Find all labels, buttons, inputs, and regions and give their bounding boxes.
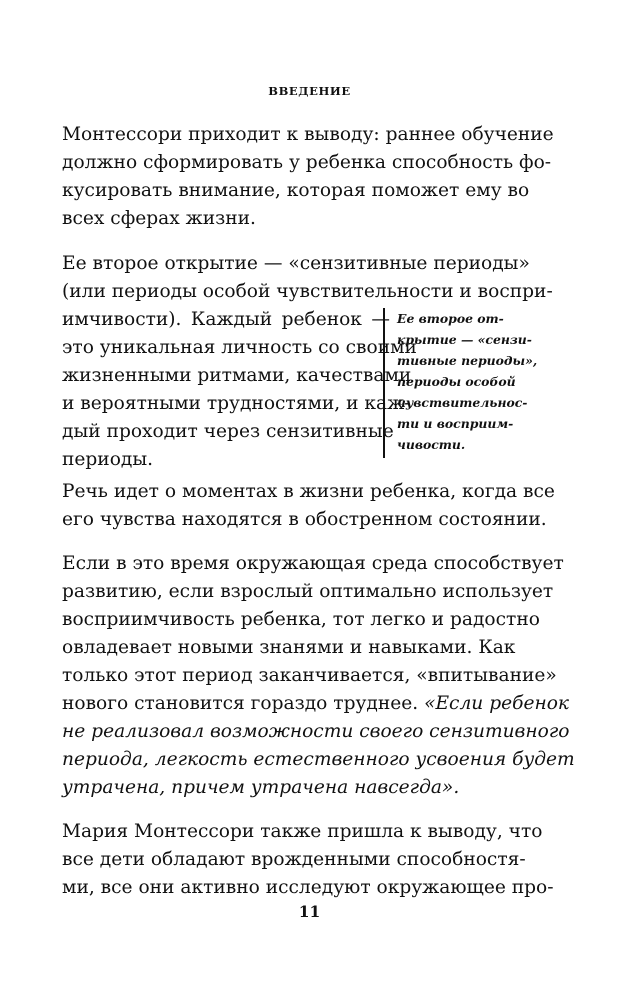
paragraph-1-line-1: Монтессори приходит к выводу: раннее обучение [62,124,554,145]
paragraph-4-line-4: овладевает новыми знанями и навыками. Как [62,637,516,658]
paragraph-4-line-6-text: нового становится гораздо труднее. [62,693,419,714]
paragraph-2-line-3: имчивости). Каждый ребенок — [62,309,390,330]
paragraph-4-line-2: развитию, если взрослый оптимально использует [62,581,554,602]
paragraph-2-line-5: жизненными ритмами, качествами [62,365,412,386]
paragraph-4-line-3: восприимчивость ребенка, тот легко и радостно [62,609,540,630]
paragraph-2-line-2: (или периоды особой чувствительности и воспри- [62,281,553,302]
paragraph-3-line-2: его чувства находятся в обостренном состоянии. [62,509,547,530]
paragraph-5-line-1: Мария Монтессори также пришла к выводу, что [62,821,543,842]
paragraph-2-line-1: Ее второе открытие — «сензитивные периоды» [62,253,530,274]
paragraph-3-line-1: Речь идет о моментах в жизни ребенка, когда все [62,481,555,502]
sidenote-line-2: крытие — «сензи- [397,332,532,347]
paragraph-1-line-4: всех сферах жизни. [62,208,256,229]
paragraph-2-line-4: это уникальная личность со своими [62,337,417,358]
sidenote-line-4: периоды особой [397,374,516,389]
paragraph-5-line-2: все дети обладают врожденными способностя- [62,849,526,870]
paragraph-4-line-1: Если в это время окружающая среда способствует [62,553,564,574]
sidenote-line-5: чувствительнос- [397,395,528,410]
paragraph-4-line-6 [62,690,570,718]
quote-start: «Если ребенок [424,693,570,714]
paragraph-1-line-3: кусировать внимание, которая поможет ему во [62,180,530,201]
running-head: ВВЕДЕНИЕ [268,84,351,98]
paragraph-2-line-6: и вероятными трудностями, и каж- [62,393,411,414]
quote-line-4: утрачена, причем утрачена навсегда». [62,777,460,798]
quote-line-2: не реализовал возможности своего сензитивного [62,721,570,742]
sidenote-line-3: тивные периоды», [397,353,538,368]
paragraph-2-line-8: периоды. [62,449,154,470]
sidenote-line-7: чивости. [397,437,466,452]
quote-line-3: периода, легкость естественного усвоения будет [62,749,575,770]
sidenote [383,308,538,458]
sidenote-line-6: ти и восприим- [397,416,514,431]
paragraph-2-line-7: дый проходит через сензитивные [62,421,394,442]
paragraph-4-line-5: только этот период заканчивается, «впитывание» [62,665,557,686]
paragraph-5-line-3: ми, все они активно исследуют окружающее про- [62,877,554,898]
page-number: 11 [298,902,321,921]
paragraph-1-line-2: должно сформировать у ребенка способность фо- [62,152,552,173]
sidenote-line-1: Ее второе от- [397,311,504,326]
